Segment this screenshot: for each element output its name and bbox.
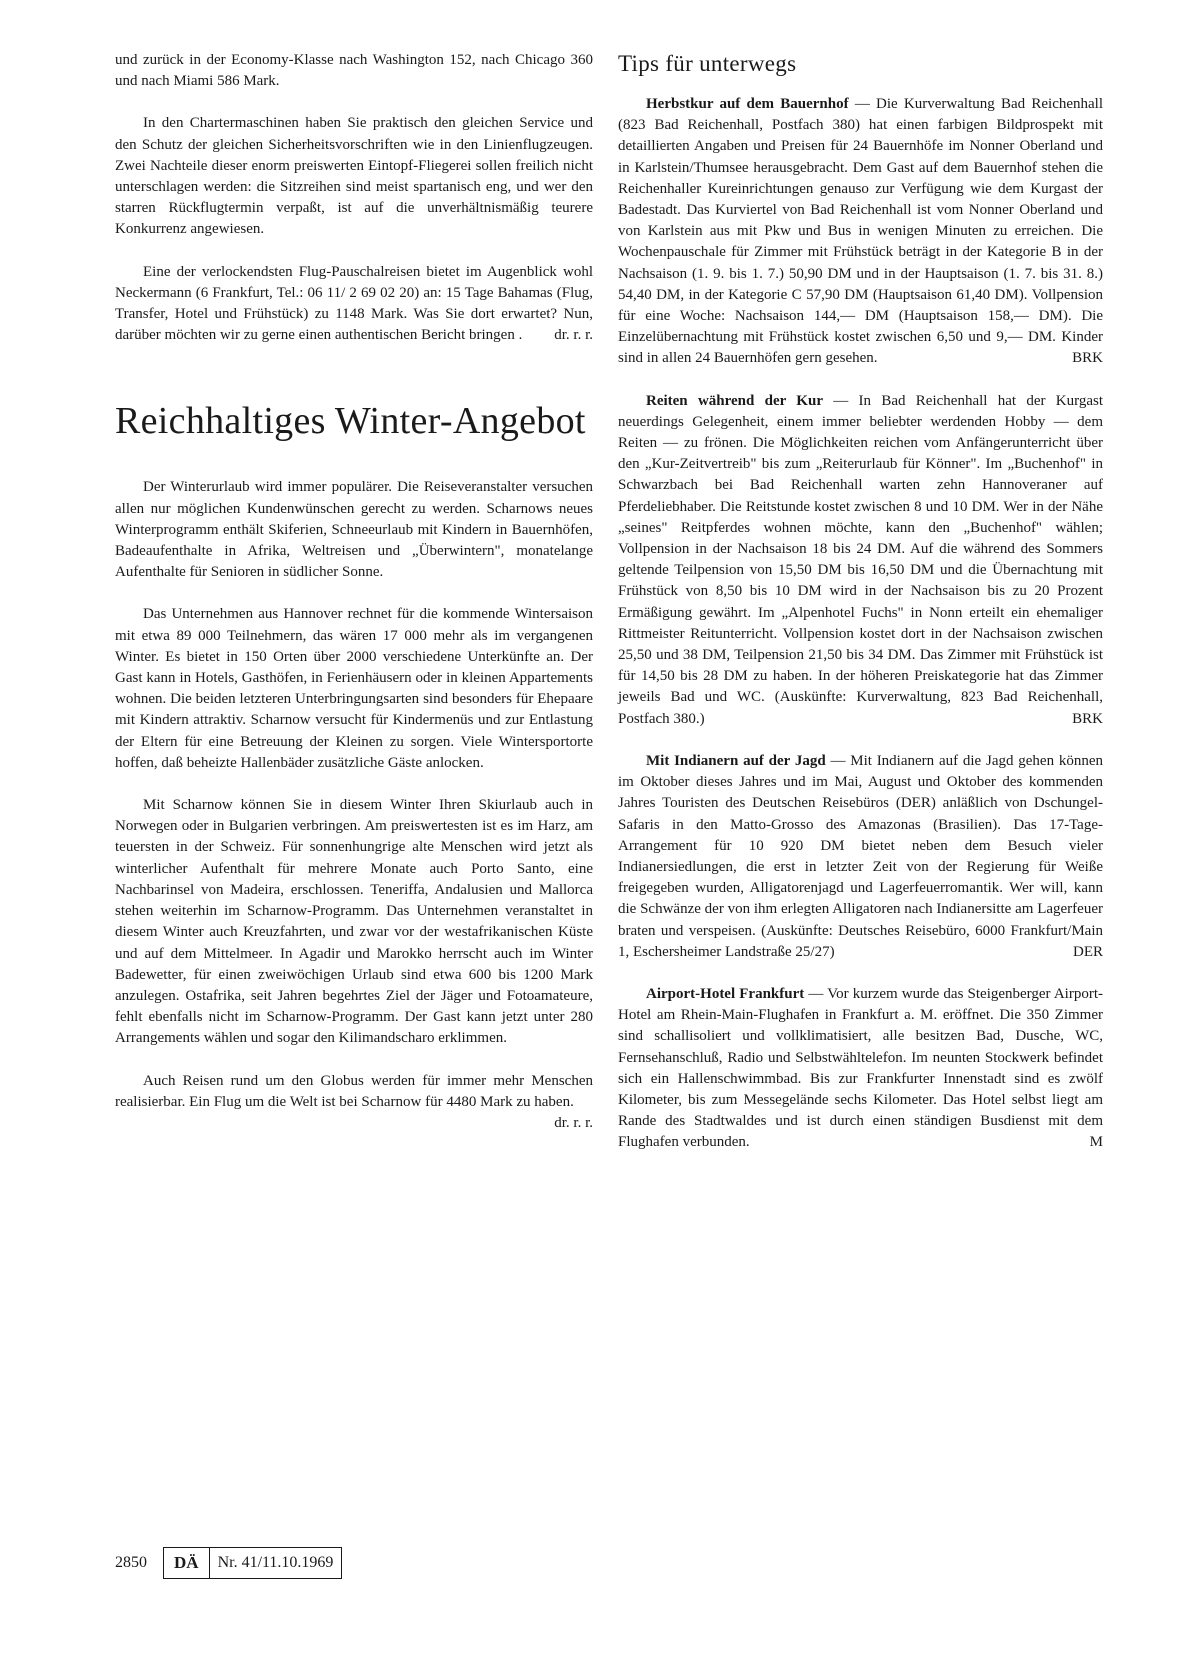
tip-lead: Airport-Hotel Frankfurt (646, 985, 805, 1002)
paragraph: In den Chartermaschinen haben Sie praktisch den gleichen Service und den Schutz der gleichen Sicherheitsvorschriften wie in den Linienflugzeugen. Zwei Nachteile dieser enorm preiswerten Eintopf-Fliegerei sollen freilich nicht unterschlagen werden: die Sitzreihen sind meist spartanisch eng, und wer den starren Rückflugtermin verpaßt, ist auf die unverhältnismäßig teurere Konkurrenz angewiesen. (115, 115, 593, 238)
tip-lead: Herbstkur auf dem Bauernhof (646, 96, 849, 112)
paragraph: Das Unternehmen aus Hannover rechnet für die kommende Wintersaison mit etwa 89 000 Teilnehmern, das wären 17 000 mehr als im vergangenen Winter. Es bietet in 150 Orten über 2000 verschiedene Unterkünfte an. Der Gast kann in Hotels, Gasthöfen, in Ferienhäusern oder in kleinen Appartements wohnen. Die beiden letzteren Unterbringungsarten sind besonders für Ehepaare mit Kindern attraktiv. Scharnow versucht für Kindermenüs und zur Entlastung der Eltern für eine Betreuung der Kleinen zu sorgen. Viele Wintersportorte hoffen, daß beheizte Hallenbäder zusätzliche Gäste anlocken. (115, 606, 593, 771)
tip-lead: Reiten während der Kur (646, 392, 823, 409)
paragraph: Der Winterurlaub wird immer populärer. Die Reiseveranstalter versuchen allen nur möglichen Kundenwünschen gerecht zu werden. Scharnows neues Winterprogramm enthält Skiferien, Schneeurlaub mit Kindern in Bauernhöfen, Badeaufenthalte in Afrika, Weltreisen und „Überwintern", monatelange Aufenthalte für Senioren in südlicher Sonne. (115, 479, 593, 581)
tip-item (618, 391, 1103, 730)
page-footer (115, 1547, 342, 1579)
tip-signature: DER (1073, 943, 1103, 960)
tip-body: — In Bad Reichenhall hat der Kurgast neuerdings Gelegenheit, einem immer beliebter werdenden Hobby — dem Reiten — zu frönen. Die Möglichkeiten reichen vom Anfängerunterricht über den „Kur-Zeitvertreib" bis zum „Reiterurlaub für Könner". Im „Buchenhof" in Schwarzbach bei Bad Reichenhall warten zehn Hannoveraner auf Pferdeliebhaber. Die Reitstunde kostet zwischen 8 und 10 DM. Wer in der Nähe „seines" Reitpferdes wohnen möchte, kann den „Buchenhof" wählen; Vollpension in der Nachsaison 18 bis 24 DM. Auf die während des Sommers geltende Teilpension von 15,50 DM bis 16,50 DM und die Übernachtung mit Frühstück von 8,50 bis 10 DM wird in der Nachsaison bis zu 20 Prozent Ermäßigung gewährt. Im „Alpenhotel Fuchs" in Nonn erteilt ein ehemaliger Rittmeister Reitunterricht. Vollpension kostet dort in der Nachsaison zwischen 25,50 und 38 DM, Teilpension 21,50 bis 34 DM. Das Zimmer mit Frühstück ist für 14,50 bis 28 DM zu haben. In der höheren Preiskategorie hat das Zimmer jeweils Bad und WC. (Auskünfte: Kurverwaltung, 823 Bad Reichenhall, Postfach 380.) (618, 392, 1103, 727)
issue-box (163, 1547, 342, 1579)
publication-logo: DÄ (164, 1548, 210, 1578)
tip-signature: M (1089, 1134, 1103, 1151)
tip-body: — Die Kurverwaltung Bad Reichenhall (823 Bad Reichenhall, Postfach 380) hat einen farbigen Bildprospekt mit detaillierten Angaben und Preisen für 24 Bauernhöfe im Nonner Oberland und in Karlstein/Thumsee herausgebracht. Dem Gast auf dem Bauernhof stehen die Reichenhaller Kureinrichtungen genauso zur Verfügung wie dem Kurgast der Badestadt. Das Kurviertel von Bad Reichenhall ist vom Nonner Oberland und von Karlstein aus mit Pkw und Bus in wenigen Minuten zu erreichen. Die Wochenpauschale für Zimmer mit Frühstück beträgt in der Kategorie B in der Nachsaison (1. 9. bis 1. 7.) 50,90 DM und in der Hauptsaison (1. 7. bis 31. 8.) 54,40 DM, in der Kategorie C 57,90 DM (Hauptsaison 61,40 DM). Vollpension für eine Woche: Nachsaison 144,— DM (Hauptsaison 158,— DM). Die Einzelübernachtung mit Frühstück kostet zwischen 6,50 und 9,— DM. Kinder sind in allen 24 Bauernhöfen gern gesehen. (618, 96, 1104, 367)
tip-body: — Mit Indianern auf die Jagd gehen können im Oktober dieses Jahres und im Mai, August und Oktober des kommenden Jahres Touristen des Deutschen Reisebüros (DER) anläßlich von Dschungel-Safaris in den Matto-Grosso des Amazonas (Brasilien). Das 17-Tage-Arrangement für 10 920 DM bietet neben dem Besuch vieler Indianersiedlungen, die erst in letzter Zeit von der Regierung für Weiße freigegeben wurden, Alligatorenjagd und Lagerfeuerromantik. Wer will, kann die Schwänze der von ihm erlegten Alligatoren nach Indianersitte am Lagerfeuer braten und verspeisen. (Auskünfte: Deutsches Reisebüro, 6000 Frankfurt/Main 1, Eschersheimer Landstraße 25/27) (618, 752, 1103, 960)
page-number: 2850 (115, 1554, 147, 1571)
tip-signature: BRK (1072, 710, 1103, 727)
paragraph (115, 1071, 593, 1131)
right-column (618, 50, 1103, 1175)
tip-item (618, 94, 1103, 370)
paragraph-text: Auch Reisen rund um den Globus werden für immer mehr Menschen realisierbar. Ein Flug um die Welt ist bei Scharnow für 4480 Mark zu haben. (115, 1072, 593, 1110)
paragraph (115, 262, 593, 347)
left-column (115, 50, 593, 1134)
author-signature: dr. r. r. (554, 327, 593, 344)
tip-item (618, 751, 1103, 963)
article-heading: Reichhaltiges Winter-Angebot (115, 400, 586, 443)
tip-lead: Mit Indianern auf der Jagd (646, 752, 826, 769)
paragraph-text: Eine der verlockendsten Flug-Pauschalreisen bietet im Augenblick wohl Neckermann (6 Frankfurt, Tel.: 06 11/ 2 69 02 20) an: 15 Tage Bahamas (Flug, Transfer, Hotel und Frühstück) zu 1148 Mark. Was Sie dort erwartet? Nun, darüber möchten wir zu gerne einen authentischen Bericht bringen . (115, 263, 593, 344)
tip-signature: BRK (1072, 350, 1103, 367)
paragraph: Mit Scharnow können Sie in diesem Winter Ihren Skiurlaub auch in Norwegen oder in Bulgarien verbringen. Am preiswertesten ist es im Harz, am teuersten in der Schweiz. Für sonnenhungrige alte Menschen wird jetzt als winterlicher Aufenthalt für mehrere Monate auch Porto Santo, eine Nachbarinsel von Madeira, erschlossen. Teneriffa, Andalusien und Mallorca stehen weiterhin im Scharnow-Programm. Das Unternehmen veranstaltet in diesem Winter auch Kreuzfahrten, und zwar vor der westafrikanischen Küste und auf dem Mittelmeer. In Agadir und Marokko herrscht auch im Winter Badewetter, für einen zweiwöchigen Urlaub sind etwa 600 bis 1200 Mark anzulegen. Ostafrika, seit Jahren begehrtes Ziel der Jäger und Fotoamateure, fehlt ebenfalls nicht im Scharnow-Programm. Der Gast kann jetzt unter 280 Arrangements wählen und sogar den Kilimandscharo erklimmen. (115, 797, 593, 1047)
section-heading: Tips für unterwegs (618, 51, 797, 76)
author-signature: dr. r. r. (554, 1114, 593, 1131)
tip-item (618, 984, 1103, 1154)
issue-info: Nr. 41/11.10.1969 (217, 1554, 334, 1571)
tip-body: — Vor kurzem wurde das Steigenberger Airport-Hotel am Rhein-Main-Flughafen in Frankfurt a. M. eröffnet. Die 350 Zimmer sind schallisoliert und vollklimatisiert, alle besitzen Bad, Dusche, WC, Fernsehanschluß, Radio und Selbstwähltelefon. Im neunten Stockwerk befindet sich ein Hallenschwimmbad. Bis zur Frankfurter Innenstadt sind es zwölf Kilometer, bis zum Messegelände sechs Kilometer. Das Hotel selbst liegt am Rande des Stadtwaldes und ist durch einen ständigen Busdienst mit dem Flughafen verbunden. (618, 985, 1103, 1151)
paragraph: und zurück in der Economy-Klasse nach Washington 152, nach Chicago 360 und nach Miami 586 Mark. (115, 52, 593, 90)
